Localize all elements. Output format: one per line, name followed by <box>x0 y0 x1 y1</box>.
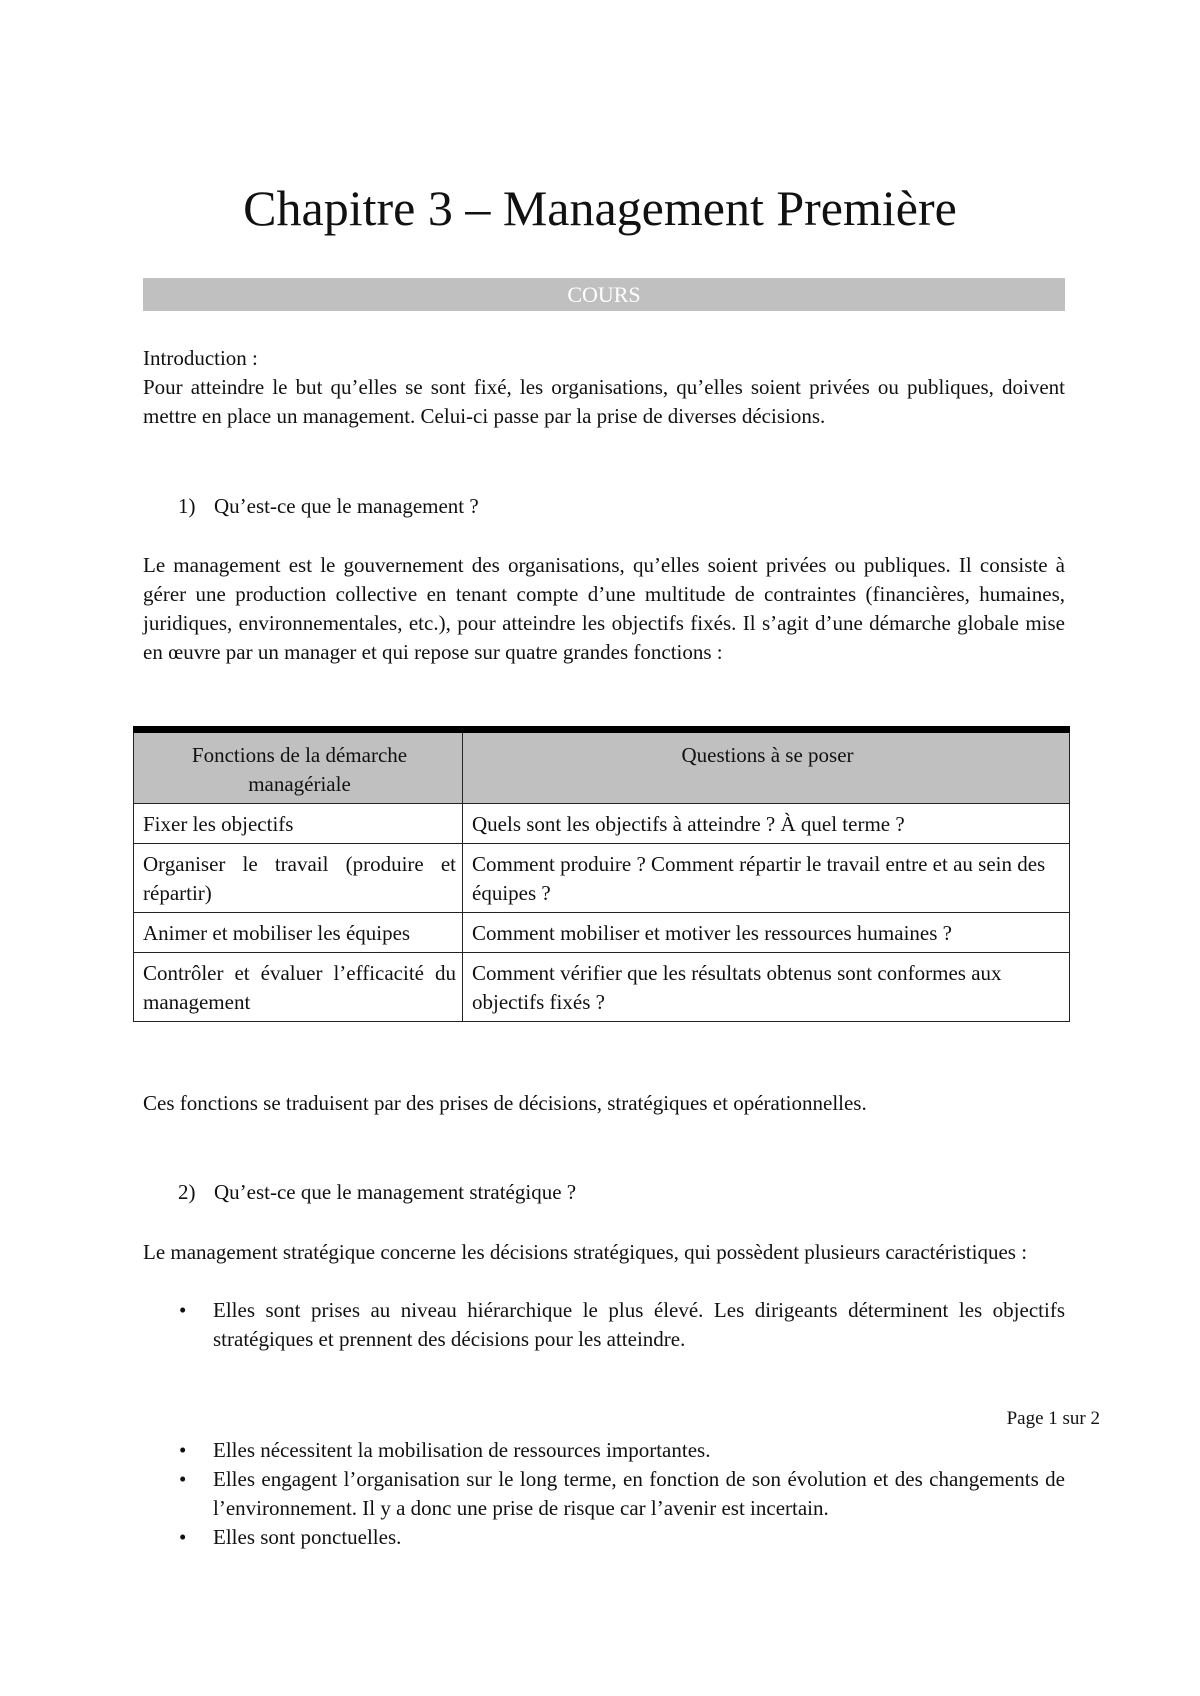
list-item <box>143 1523 1065 1552</box>
introduction <box>143 344 1065 431</box>
section-2-number: 2) <box>178 1180 196 1204</box>
table-cell: Comment mobiliser et motiver les ressources humaines ? <box>463 913 1070 953</box>
management-definition: Le management est le gouvernement des organisations, qu’elles soient privées ou publiques. Il consiste à gérer une production collective en tenant compte d’une multitude de contraintes (financières, humaines, juridiques, environnementales, etc.), pour atteindre les objectifs fixés. Il s’agit d’une démarche globale mise en œuvre par un manager et qui repose sur quatre grandes fonctions : <box>143 553 1065 664</box>
section-2-title: Qu’est-ce que le management stratégique ? <box>214 1180 577 1204</box>
section-1-number: 1) <box>178 494 196 518</box>
table-cell: Comment vérifier que les résultats obtenus sont conformes aux objectifs fixés ? <box>463 953 1070 1022</box>
section-1-heading <box>178 492 479 521</box>
table-cell: Comment produire ? Comment répartir le travail entre et au sein des équipes ? <box>463 844 1070 913</box>
table-cell: Contrôler et évaluer l’efficacité du management <box>134 953 463 1022</box>
list-item <box>143 1296 1065 1354</box>
characteristics-list-page1 <box>143 1296 1065 1354</box>
list-item-text: Elles engagent l’organisation sur le long terme, en fonction de son évolution et des changements de l’environnement. Il y a donc une prise de risque car l’avenir est incertain. <box>213 1467 1065 1520</box>
bullet-icon: • <box>179 1467 187 1491</box>
table-cell: Animer et mobiliser les équipes <box>134 913 463 953</box>
page-title: Chapitre 3 – Management Première <box>243 180 957 236</box>
table-row <box>134 804 1070 844</box>
bullet-icon: • <box>179 1525 187 1549</box>
bullet-icon: • <box>179 1298 187 1322</box>
list-item-text: Elles sont prises au niveau hiérarchique le plus élevé. Les dirigeants déterminent les objectifs stratégiques et prennent des décisions pour les atteindre. <box>213 1298 1065 1351</box>
list-item-text: Elles sont ponctuelles. <box>213 1525 402 1549</box>
list-item <box>143 1465 1065 1523</box>
intro-label: Introduction : <box>143 346 258 370</box>
intro-text: Pour atteindre le but qu’elles se sont fixé, les organisations, qu’elles soient privées ou publiques, doivent mettre en place un management. Celui-ci passe par la prise de diverses décisions. <box>143 375 1065 428</box>
section-1-title: Qu’est-ce que le management ? <box>214 494 479 518</box>
section-2-heading <box>178 1178 576 1207</box>
strategic-management-intro: Le management stratégique concerne les décisions stratégiques, qui possèdent plusieurs caractéristiques : <box>143 1240 1028 1264</box>
table-row <box>134 953 1070 1022</box>
bullet-icon: • <box>179 1438 187 1462</box>
functions-table <box>133 726 1070 1022</box>
cours-banner: COURS <box>143 278 1065 311</box>
table-header-cell: Fonctions de la démarche managériale <box>134 730 463 804</box>
list-item-text: Elles nécessitent la mobilisation de ressources importantes. <box>213 1438 711 1462</box>
table-header-cell: Questions à se poser <box>463 730 1070 804</box>
table-cell: Organiser le travail (produire et répartir) <box>134 844 463 913</box>
table-row <box>134 913 1070 953</box>
characteristics-list-page2 <box>143 1436 1065 1552</box>
list-item <box>143 1436 1065 1465</box>
table-header-row <box>134 730 1070 804</box>
table-cell: Fixer les objectifs <box>134 804 463 844</box>
table-row <box>134 844 1070 913</box>
table-cell: Quels sont les objectifs à atteindre ? À quel terme ? <box>463 804 1070 844</box>
page-number: Page 1 sur 2 <box>1006 1408 1100 1429</box>
functions-summary: Ces fonctions se traduisent par des prises de décisions, stratégiques et opérationnelles. <box>143 1091 867 1115</box>
